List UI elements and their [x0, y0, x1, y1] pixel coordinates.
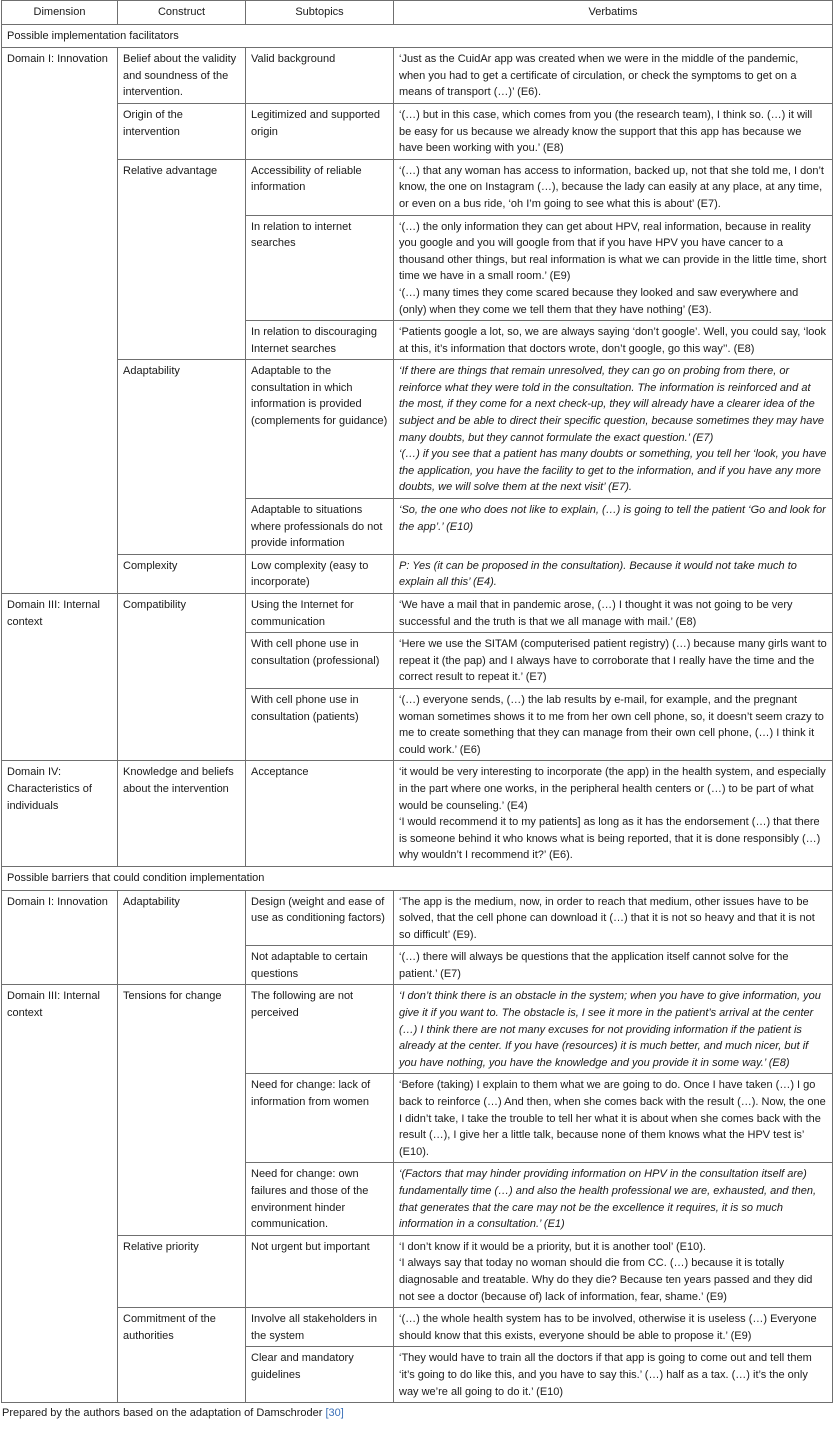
- verbatim-cell: [394, 321, 833, 360]
- table-row: [2, 554, 833, 593]
- table-row: [2, 594, 833, 633]
- verbatim-quote: ‘(…) there will always be questions that the application itself cannot solve for the patient.’ (E7): [399, 951, 789, 980]
- subtopic-cell: The following are not perceived: [246, 985, 394, 1074]
- verbatim-cell: [394, 688, 833, 760]
- dimension-cell: Domain I: Innovation: [2, 48, 118, 594]
- verbatim-quote: P: Yes (it can be proposed in the consultation). Because it would not take much to explain all this’ (E4).: [399, 559, 797, 589]
- verbatim-quote: ‘I always say that today no woman should die from CC. (…) because it is totally diagnosable and treatable. Why do they die? Because ten years passed and they did not see a doctor (because of) lack of information, fear, shame.’ (E9): [399, 1257, 813, 1303]
- verbatim-cell: [394, 761, 833, 867]
- construct-cell: Knowledge and beliefs about the intervention: [118, 761, 246, 867]
- subtopic-cell: Need for change: lack of information from women: [246, 1074, 394, 1163]
- verbatim-quote: ‘They would have to train all the doctors if that app is going to come out and tell them ‘it’s going to do like this, and you have to say this.’ (…) half as a tax. (…) it’s the only way we’re all going to do it.’ (E10): [399, 1352, 812, 1398]
- verbatim-quote: ‘it would be very interesting to incorporate (the app) in the health system, and especially in the part where one works, in the peripheral health centers or (…) to be part of what would be counseling.’ (E4): [399, 766, 826, 812]
- subtopic-cell: With cell phone use in consultation (professional): [246, 633, 394, 689]
- table-row: [2, 1308, 833, 1347]
- subtopic-cell: Not adaptable to certain questions: [246, 946, 394, 985]
- dimension-cell: Domain IV: Characteristics of individuals: [2, 761, 118, 867]
- verbatim-quote: ‘I don’t know if it would be a priority, but it is another tool’ (E10).: [399, 1240, 706, 1253]
- subtopic-cell: Need for change: own failures and those of the environment hinder communication.: [246, 1163, 394, 1235]
- section-row: [2, 24, 833, 48]
- verbatim-quote: ‘(…) if you see that a patient has many doubts or something, you tell her ‘look, you have the application, you have the facility to get to the information, and if you have any more doubts, we will solve them at the next visit’ (E7).: [399, 448, 827, 494]
- construct-cell: Origin of the intervention: [118, 103, 246, 159]
- section-barriers: Possible barriers that could condition implementation: [2, 866, 833, 890]
- subtopic-cell: Acceptance: [246, 761, 394, 867]
- footnote-reference-link[interactable]: [30]: [325, 1407, 344, 1420]
- verbatim-quote: ‘So, the one who does not like to explain, (…) is going to tell the patient ‘Go and look for the app’.’ (E10): [399, 504, 826, 533]
- verbatim-cell: [394, 1074, 833, 1163]
- verbatim-cell: [394, 1235, 833, 1307]
- verbatim-quote: ‘The app is the medium, now, in order to reach that medium, other issues have to be solved, that the cell phone can download it (…) that it is not so heavy and that it is not so difficult’ (E9).: [399, 895, 815, 941]
- subtopic-cell: Design (weight and ease of use as conditioning factors): [246, 890, 394, 946]
- construct-cell: Complexity: [118, 554, 246, 593]
- verbatim-quote: ‘Just as the CuidAr app was created when we were in the middle of the pandemic, when you had to get a certificate of circulation, or check the symptoms to get on a means of transport (…)’ (E6).: [399, 53, 799, 99]
- construct-cell: Relative priority: [118, 1235, 246, 1307]
- subtopic-cell: Using the Internet for communication: [246, 594, 394, 633]
- verbatim-quote: ‘If there are things that remain unresolved, they can go on probing from there, or reinforce what they were told in the consultation. The information is reinforced and at the most, if they come for a next check-up, they will already have a clearer idea of the subject and be able to direct their specific question, because sometimes they may have many doubts, but they cannot formulate the exact question.’ (E7): [399, 365, 824, 444]
- table-header-row: [2, 1, 833, 25]
- verbatim-quote: ‘Before (taking) I explain to them what we are going to do. Once I have taken (…) I go back to reinforce (…) And then, when she comes back with the result (…). Now, the one I didn’t take, I take the trouble to tell her what it is about when she comes back with the result (…), I give her a little talk, because none of them knows what the HPV test is’ (E10).: [399, 1079, 826, 1158]
- construct-cell: Adaptability: [118, 890, 246, 985]
- verbatim-quote: ‘(…) the whole health system has to be involved, otherwise it is useless (…) Everyone should know that this exists, everyone should be able to propose it.’ (E9): [399, 1313, 817, 1342]
- subtopic-cell: With cell phone use in consultation (patients): [246, 688, 394, 760]
- verbatim-cell: [394, 159, 833, 215]
- verbatim-cell: [394, 360, 833, 499]
- subtopic-cell: In relation to internet searches: [246, 215, 394, 321]
- verbatim-quote: ‘We have a mail that in pandemic arose, (…) I thought it was not going to be very successful and the truth is that we all manage with mail.’ (E8): [399, 599, 793, 628]
- verbatim-quote: ‘(…) everyone sends, (…) the lab results by e-mail, for example, and the pregnant woman sometimes shows it to me from her own cell phone, so, it doesn’t seem crazy to me to create something that they can manage from their own cell phone, (…) I think it could work.’ (E6): [399, 693, 824, 756]
- table-row: [2, 985, 833, 1074]
- table-footnote: [1, 1403, 832, 1421]
- verbatim-quote: ‘I would recommend it to my patients] as long as it has the endorsement (…) that there is someone behind it who knows what is being reported, that it is done responsibly (…) why wouldn’t I recommend it?’ (E6).: [399, 816, 821, 862]
- header-construct: Construct: [118, 1, 246, 25]
- subtopic-cell: Clear and mandatory guidelines: [246, 1347, 394, 1403]
- table-row: [2, 761, 833, 867]
- verbatim-quote: ‘(…) that any woman has access to information, backed up, not that she told me, I don’t know, the one on Instagram (…), because the lady can easily at any place, at any time, or even on a bus ride, ‘oh I’m going to see what this is about’ (E7).: [399, 164, 824, 210]
- verbatim-cell: [394, 1308, 833, 1347]
- header-subtopics: Subtopics: [246, 1, 394, 25]
- verbatim-quote: ‘(Factors that may hinder providing information on HPV in the consultation itself are) fundamentally time (…) and also the health professional we are, exhausted, and then, that generates that the care may not be the excellence it requires, it is so much information in a consultation.’ (E1): [399, 1168, 817, 1231]
- section-row: [2, 866, 833, 890]
- verbatim-cell: [394, 594, 833, 633]
- table-row: [2, 48, 833, 104]
- footnote-text: Prepared by the authors based on the adaptation of Damschroder: [2, 1407, 326, 1420]
- construct-cell: Tensions for change: [118, 985, 246, 1235]
- table-row: [2, 360, 833, 499]
- dimension-cell: Domain III: Internal context: [2, 985, 118, 1403]
- verbatim-quote: ‘Here we use the SITAM (computerised patient registry) (…) because many girls want to repeat it (the pap) and I always have to corroborate that I really have the time and the correct result to repeat it.’ (E7): [399, 638, 827, 684]
- subtopic-cell: Involve all stakeholders in the system: [246, 1308, 394, 1347]
- verbatim-cell: [394, 1347, 833, 1403]
- subtopic-cell: Low complexity (easy to incorporate): [246, 554, 394, 593]
- header-dimension: Dimension: [2, 1, 118, 25]
- table-row: [2, 159, 833, 215]
- header-verbatims: Verbatims: [394, 1, 833, 25]
- construct-cell: Belief about the validity and soundness of the intervention.: [118, 48, 246, 104]
- verbatim-cell: [394, 985, 833, 1074]
- verbatim-cell: [394, 946, 833, 985]
- construct-cell: Compatibility: [118, 594, 246, 761]
- verbatim-quote: ‘Patients google a lot, so, we are always saying ‘don’t google’. Well, you could say, ‘look at this, it’s information that doctors wrote, don’t google, go this way’’. (E8): [399, 326, 826, 355]
- subtopic-cell: Valid background: [246, 48, 394, 104]
- section-facilitators: Possible implementation facilitators: [2, 24, 833, 48]
- verbatim-cell: [394, 215, 833, 321]
- table-row: [2, 103, 833, 159]
- table-row: [2, 1235, 833, 1307]
- verbatim-cell: [394, 554, 833, 593]
- verbatim-cell: [394, 103, 833, 159]
- verbatim-cell: [394, 1163, 833, 1235]
- dimension-cell: Domain I: Innovation: [2, 890, 118, 985]
- verbatim-quote: ‘(…) many times they come scared because they looked and saw everywhere and (only) when they come we tell them that they have nothing’ (E3).: [399, 286, 799, 316]
- subtopic-cell: Accessibility of reliable information: [246, 159, 394, 215]
- subtopic-cell: In relation to discouraging Internet searches: [246, 321, 394, 360]
- subtopic-cell: Adaptable to the consultation in which information is provided (complements for guidance): [246, 360, 394, 499]
- construct-cell: Relative advantage: [118, 159, 246, 360]
- subtopic-cell: Not urgent but important: [246, 1235, 394, 1307]
- construct-cell: Adaptability: [118, 360, 246, 555]
- verbatim-cell: [394, 890, 833, 946]
- subtopic-cell: Legitimized and supported origin: [246, 103, 394, 159]
- subtopic-cell: Adaptable to situations where professionals do not provide information: [246, 499, 394, 555]
- dimension-cell: Domain III: Internal context: [2, 594, 118, 761]
- verbatim-cell: [394, 633, 833, 689]
- verbatim-quote: ‘I don’t think there is an obstacle in the system; when you have to give information, you give it if you want to. The obstacle is, I see it more in the patient’s arrival at the center (…) I think there are not many excuses for not providing information if the patient is already at the center. If you have (resources) it is much better, and much nicer, but if you have nothing, you have the knowledge and you provide it in some way.’ (E8): [399, 990, 821, 1069]
- construct-cell: Commitment of the authorities: [118, 1308, 246, 1403]
- verbatim-cell: [394, 48, 833, 104]
- implementation-table: [1, 0, 833, 1403]
- verbatim-quote: ‘(…) the only information they can get about HPV, real information, because in reality you google and you will google from that if you have HPV you have cancer to a thousand other things, but real information is what we can provide in the little time, short time we have in a small room.’ (E9): [399, 220, 827, 283]
- verbatim-quote: ‘(…) but in this case, which comes from you (the research team), I think so. (…) it will be easy for us because we already know the support that this app has because we have been working with you.’ (E8): [399, 108, 813, 155]
- verbatim-cell: [394, 499, 833, 555]
- table-row: [2, 890, 833, 946]
